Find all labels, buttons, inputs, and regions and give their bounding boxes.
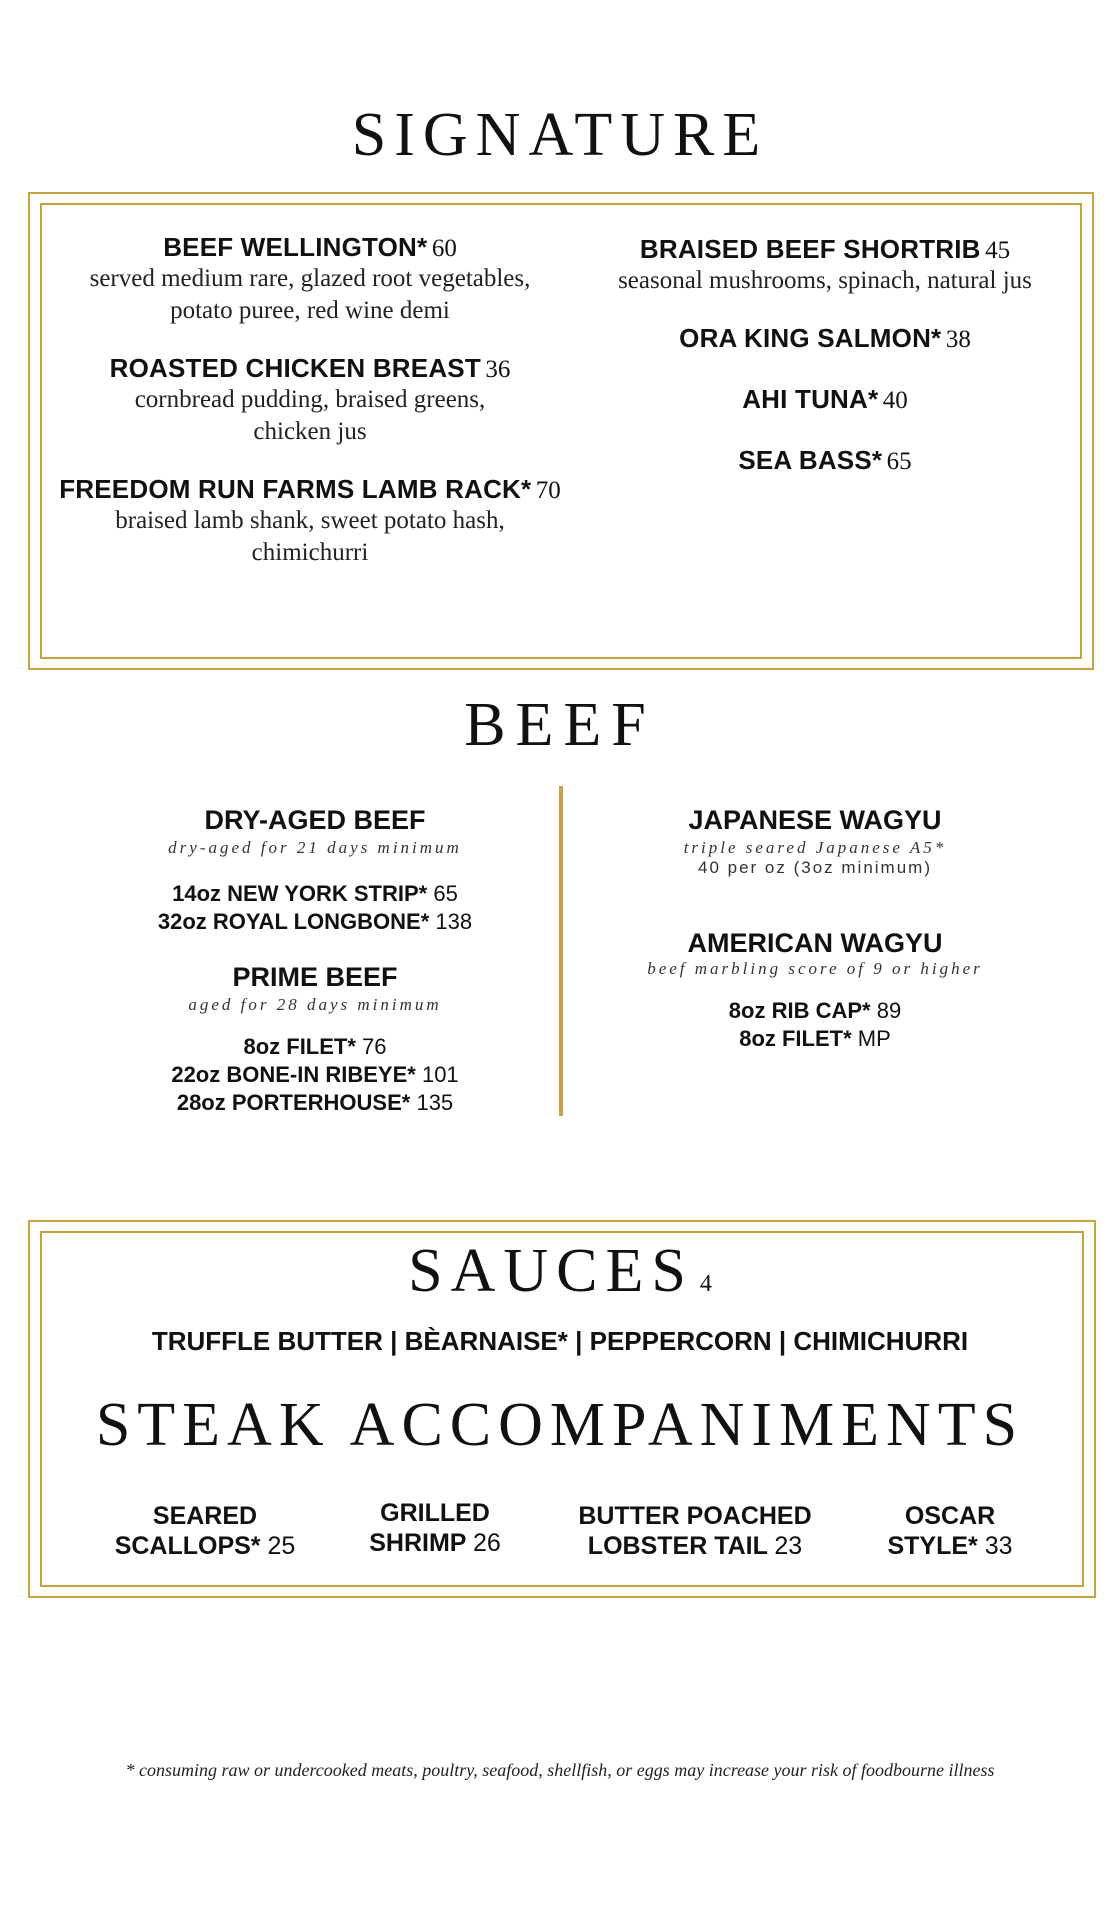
beef-heading: BEEF	[464, 691, 656, 759]
japanese-wagyu-title: JAPANESE WAGYU	[688, 805, 942, 835]
accompaniment-item: OSCAR STYLE* 33	[887, 1502, 1013, 1560]
japanese-wagyu-price-note: 40 per oz (3oz minimum)	[697, 858, 932, 877]
food-safety-disclaimer: * consuming raw or undercooked meats, poultry, seafood, shellfish, or eggs may increase your risk of foodbourne illness	[125, 1760, 995, 1780]
item-name: SEA BASS*	[738, 445, 883, 475]
item-name: BEEF WELLINGTON*	[163, 232, 428, 262]
item-price: 70	[535, 477, 561, 504]
item-price: 65	[886, 448, 912, 475]
prime-beef-title: PRIME BEEF	[232, 962, 398, 992]
sauces-price: 4	[699, 1271, 712, 1297]
signature-right-column	[575, 234, 1075, 502]
cut-item: 8oz FILET* MP	[739, 1026, 891, 1051]
menu-item	[575, 323, 1075, 354]
dry-aged-note: dry-aged for 21 days minimum	[168, 838, 462, 857]
prime-beef-note: aged for 28 days minimum	[188, 995, 442, 1014]
menu-item	[575, 384, 1075, 415]
cut-item: 22oz BONE-IN RIBEYE* 101	[171, 1062, 459, 1087]
american-wagyu-title: AMERICAN WAGYU	[687, 928, 943, 958]
accompaniments-heading: STEAK ACCOMPANIMENTS	[95, 1391, 1025, 1459]
accompaniment-item: SEARED SCALLOPS* 25	[114, 1502, 296, 1560]
accompaniment-item: GRILLED SHRIMP 26	[369, 1499, 501, 1557]
menu-item	[45, 353, 575, 448]
item-description: seasonal mushrooms, spinach, natural jus	[618, 267, 1032, 294]
cut-item: 8oz RIB CAP* 89	[728, 998, 902, 1023]
item-price: 45	[985, 237, 1011, 264]
cut-item: 14oz NEW YORK STRIP* 65	[172, 881, 458, 906]
item-price: 36	[485, 356, 511, 383]
sauces-list: TRUFFLE BUTTER | BÈARNAISE* | PEPPERCORN | CHIMICHURRI	[151, 1326, 969, 1356]
signature-heading: SIGNATURE	[351, 101, 769, 169]
cut-item: 32oz ROYAL LONGBONE* 138	[157, 909, 473, 934]
beef-left-column	[60, 805, 570, 1117]
accompaniment-item: BUTTER POACHED LOBSTER TAIL 23	[578, 1502, 812, 1560]
sauces-title: SAUCES	[408, 1237, 694, 1305]
cut-item: 8oz FILET* 76	[243, 1034, 387, 1059]
japanese-wagyu-note: triple seared Japanese A5*	[683, 838, 947, 857]
menu-item	[45, 474, 575, 569]
item-name: BRAISED BEEF SHORTRIB	[639, 234, 981, 264]
item-name: FREEDOM RUN FARMS LAMB RACK*	[59, 474, 532, 504]
sauces-heading	[0, 1236, 1120, 1307]
cut-item: 28oz PORTERHOUSE* 135	[176, 1090, 454, 1115]
item-name: ORA KING SALMON*	[679, 323, 942, 353]
item-description: served medium rare, glazed root vegetables, potato puree, red wine demi	[89, 265, 531, 324]
item-description: cornbread pudding, braised greens, chicken jus	[134, 386, 486, 445]
item-name: AHI TUNA*	[742, 384, 879, 414]
american-wagyu-note: beef marbling score of 9 or higher	[647, 959, 983, 978]
signature-left-column	[45, 232, 575, 595]
menu-item	[575, 445, 1075, 476]
menu-item	[575, 234, 1075, 297]
item-name: ROASTED CHICKEN BREAST	[109, 353, 481, 383]
beef-right-column	[565, 805, 1065, 1053]
item-price: 38	[945, 326, 971, 353]
item-price: 60	[431, 235, 457, 262]
menu-item	[45, 232, 575, 327]
dry-aged-title: DRY-AGED BEEF	[204, 805, 426, 835]
item-description: braised lamb shank, sweet potato hash, chimichurri	[115, 507, 505, 566]
item-price: 40	[882, 387, 908, 414]
